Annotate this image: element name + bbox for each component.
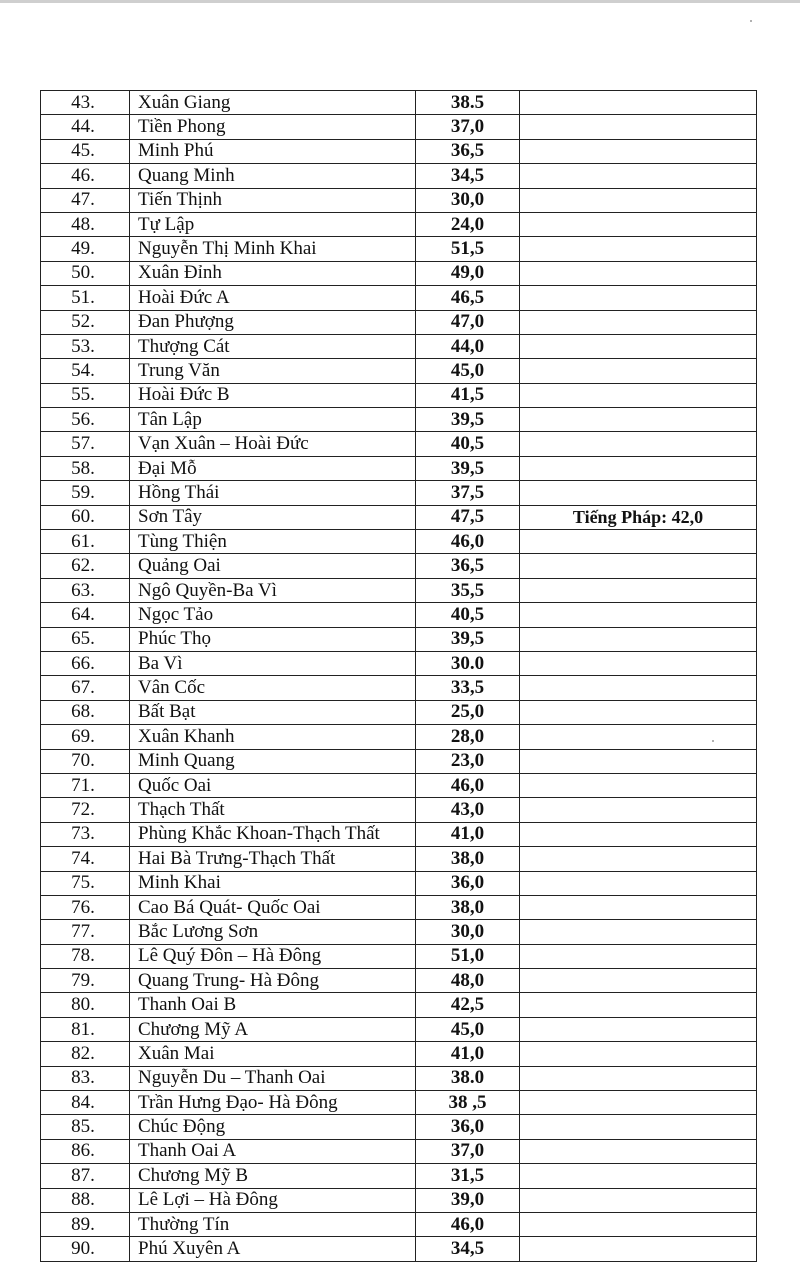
page-top-edge: [0, 0, 800, 3]
note-cell: [520, 139, 757, 163]
table-row: [41, 1212, 757, 1236]
benchmark-score: 34,5: [416, 164, 520, 188]
note-cell: [520, 1212, 757, 1236]
benchmark-score: 44,0: [416, 334, 520, 358]
benchmark-score: 36,5: [416, 554, 520, 578]
table-row: [41, 773, 757, 797]
table-row: [41, 1237, 757, 1261]
table-row: [41, 383, 757, 407]
row-number: 52.: [41, 310, 130, 334]
benchmark-score: 41,0: [416, 1042, 520, 1066]
note-cell: [520, 627, 757, 651]
note-cell: [520, 408, 757, 432]
table-row: [41, 1091, 757, 1115]
row-number: 68.: [41, 700, 130, 724]
benchmark-score: 47,0: [416, 310, 520, 334]
note-cell: [520, 749, 757, 773]
row-number: 77.: [41, 920, 130, 944]
table-body: [41, 91, 757, 1262]
table-row: [41, 408, 757, 432]
row-number: 49.: [41, 237, 130, 261]
table-row: [41, 554, 757, 578]
benchmark-score: 28,0: [416, 725, 520, 749]
school-name: Xuân Giang: [130, 91, 416, 115]
school-name: Ngọc Tảo: [130, 603, 416, 627]
row-number: 71.: [41, 773, 130, 797]
note-cell: [520, 603, 757, 627]
benchmark-score: 45,0: [416, 359, 520, 383]
table-row: [41, 286, 757, 310]
row-number: 82.: [41, 1042, 130, 1066]
school-name: Cao Bá Quát- Quốc Oai: [130, 895, 416, 919]
row-number: 57.: [41, 432, 130, 456]
school-name: Xuân Đỉnh: [130, 261, 416, 285]
benchmark-score: 36,5: [416, 139, 520, 163]
note-cell: [520, 871, 757, 895]
row-number: 69.: [41, 725, 130, 749]
table-row: [41, 993, 757, 1017]
row-number: 81.: [41, 1017, 130, 1041]
table-row: [41, 847, 757, 871]
benchmark-score: 30.0: [416, 651, 520, 675]
benchmark-score: 30,0: [416, 188, 520, 212]
school-name: Hoài Đức A: [130, 286, 416, 310]
benchmark-score: 24,0: [416, 212, 520, 236]
school-name: Lê Lợi – Hà Đông: [130, 1188, 416, 1212]
row-number: 65.: [41, 627, 130, 651]
table-row: [41, 578, 757, 602]
benchmark-score: 45,0: [416, 1017, 520, 1041]
table-row: [41, 237, 757, 261]
table-row: [41, 310, 757, 334]
note-cell: [520, 481, 757, 505]
school-name: Minh Phú: [130, 139, 416, 163]
school-name: Tùng Thiện: [130, 530, 416, 554]
school-name: Nguyễn Du – Thanh Oai: [130, 1066, 416, 1090]
school-name: Phùng Khắc Khoan-Thạch Thất: [130, 822, 416, 846]
note-cell: [520, 1237, 757, 1261]
school-name: Quốc Oai: [130, 773, 416, 797]
school-name: Chương Mỹ B: [130, 1164, 416, 1188]
benchmark-score: 35,5: [416, 578, 520, 602]
school-name: Chúc Động: [130, 1115, 416, 1139]
table-row: [41, 505, 757, 529]
school-name: Tiến Thịnh: [130, 188, 416, 212]
table-row: [41, 456, 757, 480]
school-name: Chương Mỹ A: [130, 1017, 416, 1041]
school-name: Nguyễn Thị Minh Khai: [130, 237, 416, 261]
school-name: Tân Lập: [130, 408, 416, 432]
school-name: Quang Minh: [130, 164, 416, 188]
table-row: [41, 139, 757, 163]
row-number: 54.: [41, 359, 130, 383]
note-cell: [520, 578, 757, 602]
school-name: Tự Lập: [130, 212, 416, 236]
school-name: Thanh Oai B: [130, 993, 416, 1017]
table-row: [41, 798, 757, 822]
row-number: 64.: [41, 603, 130, 627]
school-name: Xuân Khanh: [130, 725, 416, 749]
benchmark-score: 31,5: [416, 1164, 520, 1188]
row-number: 74.: [41, 847, 130, 871]
school-name: Đại Mỗ: [130, 456, 416, 480]
row-number: 53.: [41, 334, 130, 358]
table-row: [41, 212, 757, 236]
school-name: Đan Phượng: [130, 310, 416, 334]
note-cell: [520, 237, 757, 261]
school-name: Vạn Xuân – Hoài Đức: [130, 432, 416, 456]
table-row: [41, 1188, 757, 1212]
benchmark-score: 49,0: [416, 261, 520, 285]
note-cell: [520, 1042, 757, 1066]
row-number: 75.: [41, 871, 130, 895]
benchmark-score: 42,5: [416, 993, 520, 1017]
row-number: 80.: [41, 993, 130, 1017]
note-cell: [520, 286, 757, 310]
benchmark-score: 39,5: [416, 456, 520, 480]
row-number: 70.: [41, 749, 130, 773]
note-cell: [520, 1066, 757, 1090]
school-name: Hai Bà Trưng-Thạch Thất: [130, 847, 416, 871]
row-number: 76.: [41, 895, 130, 919]
note-cell: [520, 822, 757, 846]
benchmark-score: 47,5: [416, 505, 520, 529]
note-cell: [520, 554, 757, 578]
row-number: 67.: [41, 676, 130, 700]
row-number: 73.: [41, 822, 130, 846]
table-row: [41, 969, 757, 993]
benchmark-score: 46,0: [416, 773, 520, 797]
school-name: Bắc Lương Sơn: [130, 920, 416, 944]
school-name: Hồng Thái: [130, 481, 416, 505]
row-number: 66.: [41, 651, 130, 675]
table-row: [41, 359, 757, 383]
table-row: [41, 1115, 757, 1139]
row-number: 56.: [41, 408, 130, 432]
row-number: 84.: [41, 1091, 130, 1115]
table-row: [41, 1017, 757, 1041]
benchmark-score: 33,5: [416, 676, 520, 700]
table-row: [41, 530, 757, 554]
row-number: 86.: [41, 1139, 130, 1163]
school-name: Sơn Tây: [130, 505, 416, 529]
benchmark-score: 23,0: [416, 749, 520, 773]
note-cell: [520, 212, 757, 236]
note-cell: [520, 651, 757, 675]
row-number: 50.: [41, 261, 130, 285]
table-row: [41, 651, 757, 675]
school-name: Ba Vì: [130, 651, 416, 675]
table-row: [41, 822, 757, 846]
school-name: Phú Xuyên A: [130, 1237, 416, 1261]
table-row: [41, 334, 757, 358]
school-name: Vân Cốc: [130, 676, 416, 700]
school-name: Lê Quý Đôn – Hà Đông: [130, 944, 416, 968]
note-cell: [520, 847, 757, 871]
table-row: [41, 871, 757, 895]
table-row: [41, 627, 757, 651]
table-row: [41, 920, 757, 944]
row-number: 79.: [41, 969, 130, 993]
benchmark-score: 46,0: [416, 530, 520, 554]
school-name: Minh Khai: [130, 871, 416, 895]
note-cell: [520, 944, 757, 968]
benchmark-score: 41,0: [416, 822, 520, 846]
row-number: 78.: [41, 944, 130, 968]
benchmark-score: 46,5: [416, 286, 520, 310]
benchmark-score: 38,0: [416, 847, 520, 871]
benchmark-score: 48,0: [416, 969, 520, 993]
note-cell: [520, 432, 757, 456]
note-cell: [520, 383, 757, 407]
row-number: 88.: [41, 1188, 130, 1212]
table-row: [41, 91, 757, 115]
school-name: Xuân Mai: [130, 1042, 416, 1066]
row-number: 46.: [41, 164, 130, 188]
row-number: 63.: [41, 578, 130, 602]
school-name: Thượng Cát: [130, 334, 416, 358]
row-number: 44.: [41, 115, 130, 139]
note-cell: [520, 115, 757, 139]
benchmark-score: 25,0: [416, 700, 520, 724]
benchmark-score: 51,0: [416, 944, 520, 968]
row-number: 47.: [41, 188, 130, 212]
admission-score-table-wrapper: [40, 90, 756, 1262]
note-cell: [520, 188, 757, 212]
note-cell: [520, 1091, 757, 1115]
table-row: [41, 481, 757, 505]
note-cell: Tiếng Pháp: 42,0: [520, 505, 757, 529]
note-cell: [520, 261, 757, 285]
note-cell: [520, 725, 757, 749]
benchmark-score: 51,5: [416, 237, 520, 261]
note-cell: [520, 310, 757, 334]
school-name: Minh Quang: [130, 749, 416, 773]
note-cell: [520, 676, 757, 700]
note-cell: [520, 1115, 757, 1139]
benchmark-score: 39,0: [416, 1188, 520, 1212]
admission-score-table: [40, 90, 757, 1262]
note-cell: [520, 993, 757, 1017]
table-row: [41, 749, 757, 773]
benchmark-score: 37,5: [416, 481, 520, 505]
row-number: 85.: [41, 1115, 130, 1139]
benchmark-score: 36,0: [416, 871, 520, 895]
benchmark-score: 38,0: [416, 895, 520, 919]
school-name: Thạch Thất: [130, 798, 416, 822]
table-row: [41, 700, 757, 724]
row-number: 89.: [41, 1212, 130, 1236]
school-name: Phúc Thọ: [130, 627, 416, 651]
table-row: [41, 603, 757, 627]
note-cell: [520, 1017, 757, 1041]
note-cell: [520, 773, 757, 797]
benchmark-score: 46,0: [416, 1212, 520, 1236]
school-name: Tiền Phong: [130, 115, 416, 139]
note-cell: [520, 969, 757, 993]
row-number: 83.: [41, 1066, 130, 1090]
table-row: [41, 115, 757, 139]
school-name: Quang Trung- Hà Đông: [130, 969, 416, 993]
note-cell: [520, 1188, 757, 1212]
row-number: 58.: [41, 456, 130, 480]
school-name: Ngô Quyền-Ba Vì: [130, 578, 416, 602]
row-number: 55.: [41, 383, 130, 407]
row-number: 59.: [41, 481, 130, 505]
school-name: Trung Văn: [130, 359, 416, 383]
row-number: 61.: [41, 530, 130, 554]
scan-speck: [750, 20, 752, 22]
note-cell: [520, 895, 757, 919]
school-name: Thường Tín: [130, 1212, 416, 1236]
note-cell: [520, 700, 757, 724]
benchmark-score: 41,5: [416, 383, 520, 407]
benchmark-score: 37,0: [416, 1139, 520, 1163]
benchmark-score: 34,5: [416, 1237, 520, 1261]
table-row: [41, 725, 757, 749]
benchmark-score: 37,0: [416, 115, 520, 139]
benchmark-score: 30,0: [416, 920, 520, 944]
row-number: 48.: [41, 212, 130, 236]
row-number: 62.: [41, 554, 130, 578]
table-row: [41, 944, 757, 968]
table-row: [41, 1139, 757, 1163]
note-cell: [520, 164, 757, 188]
note-cell: [520, 334, 757, 358]
benchmark-score: 39,5: [416, 627, 520, 651]
benchmark-score: 38.0: [416, 1066, 520, 1090]
row-number: 43.: [41, 91, 130, 115]
note-cell: [520, 920, 757, 944]
table-row: [41, 164, 757, 188]
school-name: Thanh Oai A: [130, 1139, 416, 1163]
table-row: [41, 895, 757, 919]
row-number: 72.: [41, 798, 130, 822]
note-cell: [520, 1139, 757, 1163]
table-row: [41, 1164, 757, 1188]
benchmark-score: 40,5: [416, 432, 520, 456]
note-cell: [520, 530, 757, 554]
table-row: [41, 1042, 757, 1066]
note-cell: [520, 798, 757, 822]
row-number: 51.: [41, 286, 130, 310]
row-number: 60.: [41, 505, 130, 529]
school-name: Trần Hưng Đạo- Hà Đông: [130, 1091, 416, 1115]
row-number: 87.: [41, 1164, 130, 1188]
table-row: [41, 676, 757, 700]
note-cell: [520, 359, 757, 383]
table-row: [41, 188, 757, 212]
row-number: 90.: [41, 1237, 130, 1261]
school-name: Quảng Oai: [130, 554, 416, 578]
benchmark-score: 40,5: [416, 603, 520, 627]
benchmark-score: 39,5: [416, 408, 520, 432]
note-cell: [520, 456, 757, 480]
school-name: Hoài Đức B: [130, 383, 416, 407]
table-row: [41, 261, 757, 285]
table-row: [41, 1066, 757, 1090]
table-row: [41, 432, 757, 456]
benchmark-score: 38.5: [416, 91, 520, 115]
row-number: 45.: [41, 139, 130, 163]
benchmark-score: 43,0: [416, 798, 520, 822]
benchmark-score: 38 ,5: [416, 1091, 520, 1115]
school-name: Bất Bạt: [130, 700, 416, 724]
note-cell: [520, 91, 757, 115]
benchmark-score: 36,0: [416, 1115, 520, 1139]
note-cell: [520, 1164, 757, 1188]
